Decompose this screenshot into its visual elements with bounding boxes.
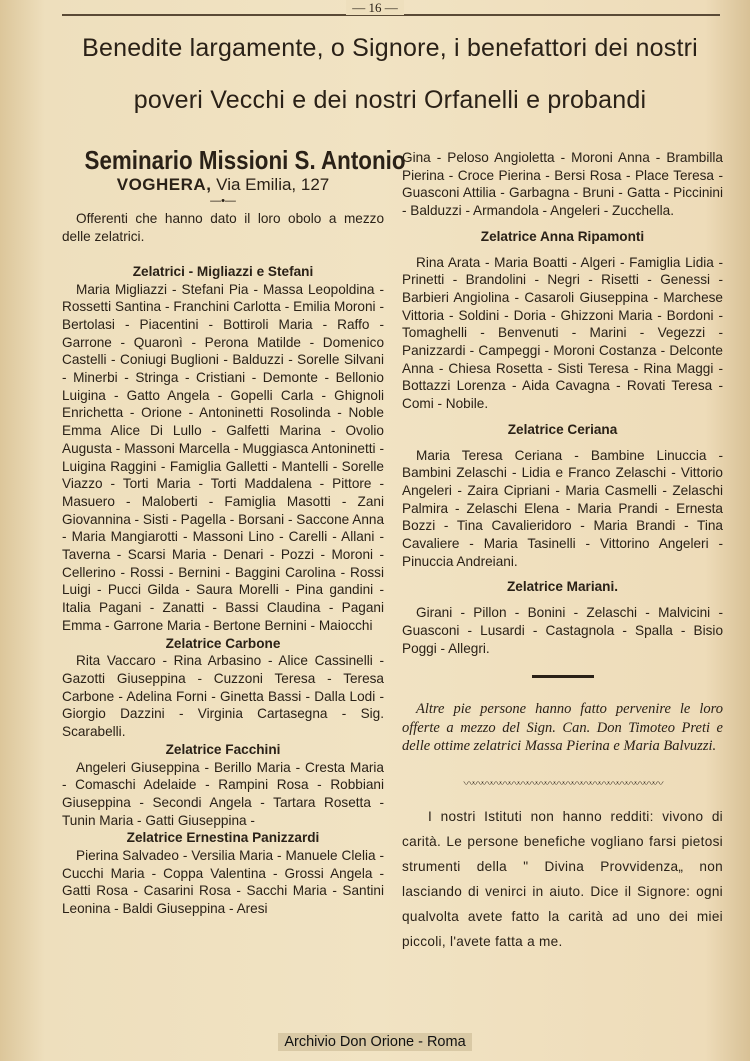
list-continuation: Gina - Peloso Angioletta - Moroni Anna - Brambilla Pierina - Croce Pierina - Bersi Rosa - Place Teresa - Guasconi Attilia - Garbagna - Bruni - Gatta - Piccinini - Balduzzi - Armandola - Angeleri - Zucchella. bbox=[402, 150, 723, 219]
left-column bbox=[62, 145, 406, 918]
list-ripamonti: Rina Arata - Maria Boatti - Algeri - Famiglia Lidia - Prinetti - Brandolini - Negri - Risetti - Genessi - Barbieri Angiolina - Casaroli Giuseppina - Marchese Vittoria - Soldini - Doria - Ghizzoni Maria - Bordoni - Tomaghelli - Benvenuti - Marini - Vegezzi - Panizzardi - Campeggi - Moroni Costanza - Delconte Anna - Chiesa Rosetta - Sisti Teresa - Rina Maggi - Bottazzi Lorenza - Aida Cavagna - Rovati Teresa - Comi - Nobile. bbox=[402, 254, 723, 412]
heading-facchini: Zelatrice Facchini bbox=[165, 741, 281, 757]
heading-mariani: Zelatrice Mariani. bbox=[506, 579, 619, 595]
section-title: Seminario Missioni S. Antonio bbox=[84, 145, 406, 175]
closing-appeal: I nostri Istituti non hanno redditi: vivono di carità. Le persone benefiche vogliano farsi pietosi strumenti della " Divina Provvidenza„ non lasciando di venirci in aiuto. Dice il Signore: ogni qualvolta avete fatto la carità ad uno dei miei piccoli, l'avete fatta a me. bbox=[402, 808, 723, 949]
headline-line-2: poveri Vecchi e dei nostri Orfanelli e probandi bbox=[133, 86, 647, 114]
street: Via Emilia, 127 bbox=[211, 174, 330, 194]
page-number: — 16 — bbox=[0, 0, 750, 16]
list-migliazzi-stefani: Maria Migliazzi - Stefani Pia - Massa Leopoldina - Rossetti Santina - Franchini Carlotta - Emilia Moroni - Bertolasi - Piacentini - Bottiroli Maria - Raffo - Garrone - Quaronì - Perona Matilde - Domenico Castelli - Coniugi Buglioni - Balduzzi - Sorelle Silvani - Minerbi - Stringa - Cristiani - Demonte - Bellonio Luigina - Gatto Angela - Gopelli Carla - Ghignoli Enrichetta - Orione - Antoninetti Rosolinda - Noble Emma Alice Di Lullo - Galfetti Marina - Ovolio Augusta - Massoni Marcella - Muggiasca Antoninetti - Luigina Raggini - Famiglia Galletti - Mantelli - Sorelle Viazzo - Torti Maria - Torti Maddalena - Pittore - Masuero - Maloberti - Famiglia Masotti - Zani Giovannina - Sisti - Pagella - Borsani - Saccone Anna - Maria Mangiarotti - Massoni Lino - Carelli - Allani - Taverna - Scarsi Maria - Denari - Pozzi - Moroni - Cellerino - Rossi - Bernini - Baggini Carolina - Rossi Luigi - Pucci Gilda - Saura Morelli - Pina gandini - Italia Pagani - Zanatti - Bassi Claudina - Pagani Emma - Garrone Maria - Bertone Bernini - Maiocchi bbox=[62, 281, 384, 633]
right-column bbox=[402, 149, 723, 954]
list-ceriana: Maria Teresa Ceriana - Bambine Linuccia - Bambini Zelaschi - Lidia e Franco Zelaschi - Vittorio Angeleri - Zaira Cipriani - Maria Casmelli - Zelaschi Palmira - Zelaschi Elena - Maria Prandi - Ernesta Bozzi - Tina Cavalieridoro - Maria Brandi - Tina Cavaliere - Maria Tasinelli - Vittorino Angeleri - Pinuccia Andreiani. bbox=[402, 447, 723, 569]
heading-ripamonti: Zelatrice Anna Ripamonti bbox=[480, 228, 645, 244]
list-carbone: Rita Vaccaro - Rina Arbasino - Alice Cassinelli - Gazotti Giuseppina - Cuzzoni Teresa - Teresa Carbone - Adelina Forni - Ginetta Bassi - Dalla Lodi - Giorgio Dazzini - Virginia Cartasegna - Sig. Scarabelli. bbox=[62, 653, 384, 740]
intro-text: Offerenti che hanno dato il loro obolo a mezzo delle zelatrici. bbox=[62, 211, 384, 245]
heading-migliazzi-stefani: Zelatrici - Migliazzi e Stefani bbox=[132, 263, 314, 279]
ornament: —•— bbox=[210, 195, 236, 208]
city: VOGHERA, bbox=[116, 174, 212, 194]
heading-carbone: Zelatrice Carbone bbox=[165, 635, 281, 651]
archive-footer: Archivio Don Orione - Roma bbox=[0, 1034, 750, 1050]
list-mariani: Girani - Pillon - Bonini - Zelaschi - Malvicini - Guasconi - Lusardi - Castagnola - Spalla - Bisio Poggi - Allegri. bbox=[402, 605, 723, 656]
headline-line-1: Benedite largamente, o Signore, i benefattori dei nostri bbox=[82, 34, 698, 62]
list-facchini: Angeleri Giuseppina - Berillo Maria - Cresta Maria - Comaschi Adelaide - Rampini Rosa - Robbiani Giuseppina - Secondi Angela - Tartara Rosetta - Tunin Maria - Gatti Giuseppina - bbox=[62, 759, 384, 828]
list-panizzardi: Pierina Salvadeo - Versilia Maria - Manuele Clelia - Cucchi Maria - Coppa Valentina - Grossi Angela - Gatti Rosa - Casarini Rosa - Sacchi Maria - Santini Leonina - Baldi Giuseppina - Aresi bbox=[62, 848, 384, 917]
heading-ceriana: Zelatrice Ceriana bbox=[507, 421, 618, 437]
note-other-donors: Altre pie persone hanno fatto pervenire le loro offerte a mezzo del Sign. Can. Don Timoteo Preti e delle ottime zelatrici Massa Pierina e Maria Balvuzzi. bbox=[402, 701, 723, 755]
address-line bbox=[62, 176, 384, 194]
heading-panizzardi: Zelatrice Ernestina Panizzardi bbox=[126, 830, 320, 846]
wavy-divider: 〰〰〰〰〰〰〰〰〰〰〰〰〰〰〰〰〰〰〰〰〰〰 bbox=[463, 777, 662, 790]
